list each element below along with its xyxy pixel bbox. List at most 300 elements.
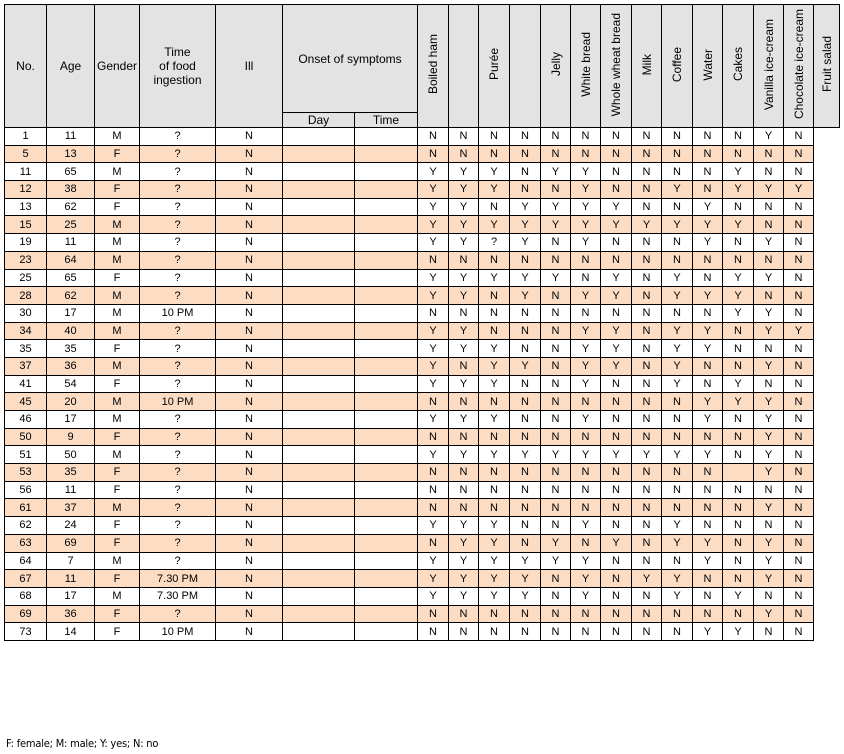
cell-food-answer: N <box>784 446 814 464</box>
cell-food-answer: N <box>418 499 449 517</box>
cell-onset-time <box>355 517 418 535</box>
cell-food-answer: N <box>601 145 632 163</box>
cell-onset-time <box>355 446 418 464</box>
cell-food-answer: N <box>541 481 571 499</box>
header-fruit-salad: Fruit salad <box>814 5 840 128</box>
cell-food-answer: Y <box>418 163 449 181</box>
cell-ill: N <box>216 587 283 605</box>
cell-food-answer: Y <box>601 198 632 216</box>
cell-food-answer: N <box>662 428 693 446</box>
cell-food-answer: N <box>632 322 662 340</box>
cell-time-of-ingestion: ? <box>140 251 216 269</box>
cell-onset-time <box>355 481 418 499</box>
cell-food-answer: N <box>449 623 479 641</box>
cell-gender: M <box>95 163 140 181</box>
table-row <box>5 428 840 446</box>
cell-food-answer: N <box>632 163 662 181</box>
cell-food-answer: Y <box>449 446 479 464</box>
cell-food-answer: Y <box>479 517 510 535</box>
cell-onset-time <box>355 287 418 305</box>
cell-gender: F <box>95 428 140 446</box>
cell-food-answer: N <box>632 428 662 446</box>
cell-age: 37 <box>47 499 95 517</box>
cell-time-of-ingestion: ? <box>140 145 216 163</box>
cell-food-answer: Y <box>754 269 784 287</box>
cell-ill: N <box>216 411 283 429</box>
cell-time-of-ingestion: ? <box>140 181 216 199</box>
cell-food-answer: Y <box>601 534 632 552</box>
cell-food-answer: N <box>754 340 784 358</box>
cell-food-answer: Y <box>601 357 632 375</box>
cell-onset-time <box>355 128 418 146</box>
cell-food-answer: Y <box>693 322 723 340</box>
cell-food-answer: N <box>449 304 479 322</box>
cell-food-answer: N <box>662 481 693 499</box>
cell-food-answer: N <box>571 481 601 499</box>
cell-food-answer: N <box>784 587 814 605</box>
cell-gender: M <box>95 234 140 252</box>
cell-food-answer: Y <box>418 198 449 216</box>
cell-food-answer: Y <box>662 517 693 535</box>
cell-onset-time <box>355 163 418 181</box>
cell-food-answer: N <box>601 234 632 252</box>
cell-food-answer: N <box>510 517 541 535</box>
table-row <box>5 198 840 216</box>
table-row <box>5 623 840 641</box>
cell-food-answer: Y <box>510 357 541 375</box>
cell-no: 51 <box>5 446 47 464</box>
cell-food-answer: Y <box>418 340 449 358</box>
cell-food-answer: Y <box>632 570 662 588</box>
cell-food-answer: N <box>784 534 814 552</box>
cell-gender: M <box>95 552 140 570</box>
cell-food-answer: N <box>784 552 814 570</box>
cell-onset-day <box>283 552 355 570</box>
cell-food-answer: N <box>723 411 754 429</box>
cell-food-answer: N <box>723 340 754 358</box>
cell-food-answer: N <box>449 357 479 375</box>
cell-food-answer: Y <box>693 446 723 464</box>
cell-onset-day <box>283 145 355 163</box>
cell-ill: N <box>216 145 283 163</box>
cell-onset-day <box>283 128 355 146</box>
cell-age: 14 <box>47 623 95 641</box>
cell-food-answer: Y <box>571 375 601 393</box>
table-row <box>5 375 840 393</box>
table-row <box>5 534 840 552</box>
cell-food-answer: Y <box>723 375 754 393</box>
cell-food-answer: Y <box>723 623 754 641</box>
cell-food-answer: Y <box>754 304 784 322</box>
cell-no: 45 <box>5 393 47 411</box>
cell-food-answer: N <box>601 163 632 181</box>
cell-time-of-ingestion: ? <box>140 481 216 499</box>
cell-food-answer: N <box>601 499 632 517</box>
table-row <box>5 287 840 305</box>
cell-age: 62 <box>47 287 95 305</box>
cell-food-answer: N <box>418 428 449 446</box>
cell-time-of-ingestion: 10 PM <box>140 304 216 322</box>
cell-food-answer: N <box>723 517 754 535</box>
cell-food-answer: Y <box>510 287 541 305</box>
cell-food-answer: N <box>784 287 814 305</box>
cell-gender: F <box>95 534 140 552</box>
cell-food-answer: N <box>784 464 814 482</box>
cell-food-answer: Y <box>449 216 479 234</box>
cell-no: 37 <box>5 357 47 375</box>
cell-food-answer: Y <box>723 393 754 411</box>
cell-food-answer: N <box>632 340 662 358</box>
cell-food-answer: N <box>541 304 571 322</box>
cell-food-answer: Y <box>510 198 541 216</box>
cell-no: 56 <box>5 481 47 499</box>
cell-food-answer: N <box>510 340 541 358</box>
cell-food-answer: Y <box>571 340 601 358</box>
cell-onset-day <box>283 304 355 322</box>
cell-food-answer: Y <box>632 446 662 464</box>
cell-food-answer: N <box>784 481 814 499</box>
cell-onset-time <box>355 534 418 552</box>
cell-food-answer: Y <box>479 375 510 393</box>
cell-food-answer: Y <box>784 181 814 199</box>
cell-food-answer: N <box>693 181 723 199</box>
cell-food-answer: Y <box>693 198 723 216</box>
cell-food-answer: Y <box>418 322 449 340</box>
cell-food-answer: N <box>693 517 723 535</box>
cell-food-answer: N <box>601 605 632 623</box>
cell-onset-time <box>355 181 418 199</box>
cell-food-answer: Y <box>510 587 541 605</box>
cell-no: 19 <box>5 234 47 252</box>
table-row <box>5 128 840 146</box>
cell-food-answer: Y <box>479 534 510 552</box>
cell-food-answer: N <box>510 181 541 199</box>
cell-no: 13 <box>5 198 47 216</box>
cell-food-answer: Y <box>754 446 784 464</box>
cell-food-answer: N <box>632 587 662 605</box>
cell-food-answer: Y <box>754 411 784 429</box>
cell-food-answer: Y <box>418 287 449 305</box>
table-row <box>5 251 840 269</box>
cell-ill: N <box>216 128 283 146</box>
cell-food-answer: N <box>723 534 754 552</box>
cell-food-answer: N <box>571 128 601 146</box>
cell-food-answer: N <box>571 499 601 517</box>
cell-ill: N <box>216 570 283 588</box>
cell-food-answer: N <box>418 145 449 163</box>
cell-food-answer: N <box>723 605 754 623</box>
cell-food-answer: N <box>723 357 754 375</box>
cell-time-of-ingestion: 10 PM <box>140 393 216 411</box>
cell-food-answer: N <box>510 464 541 482</box>
cell-age: 62 <box>47 198 95 216</box>
cell-food-answer: N <box>754 163 784 181</box>
cell-food-answer: Y <box>479 269 510 287</box>
cell-food-answer: N <box>754 481 784 499</box>
cell-food-answer: Y <box>571 216 601 234</box>
cell-food-answer: N <box>754 287 784 305</box>
cell-age: 36 <box>47 357 95 375</box>
cell-onset-time <box>355 234 418 252</box>
cell-food-answer: Y <box>754 393 784 411</box>
cell-food-answer: N <box>632 145 662 163</box>
cell-no: 11 <box>5 163 47 181</box>
cell-food-answer: N <box>571 393 601 411</box>
cell-food-answer: Y <box>541 198 571 216</box>
cell-food-answer: N <box>449 393 479 411</box>
cell-time-of-ingestion: ? <box>140 411 216 429</box>
cell-food-answer: N <box>541 375 571 393</box>
cell-onset-time <box>355 269 418 287</box>
cell-food-answer: N <box>784 428 814 446</box>
cell-food-answer: Y <box>418 570 449 588</box>
cell-food-answer: N <box>601 251 632 269</box>
cell-food-answer: N <box>723 234 754 252</box>
cell-food-answer: Y <box>479 570 510 588</box>
cell-food-answer: N <box>479 481 510 499</box>
cell-onset-day <box>283 428 355 446</box>
cell-food-answer: N <box>418 605 449 623</box>
cell-no: 12 <box>5 181 47 199</box>
cell-food-answer: Y <box>541 552 571 570</box>
cell-food-answer: N <box>693 499 723 517</box>
cell-food-answer: N <box>754 587 784 605</box>
cell-food-answer: N <box>479 198 510 216</box>
cell-food-answer: Y <box>449 587 479 605</box>
cell-food-answer: Y <box>571 411 601 429</box>
cell-food-answer: Y <box>449 163 479 181</box>
cell-food-answer: Y <box>449 534 479 552</box>
cell-food-answer: N <box>693 251 723 269</box>
cell-food-answer: Y <box>541 269 571 287</box>
cell-food-answer: Y <box>754 357 784 375</box>
cell-ill: N <box>216 163 283 181</box>
cell-food-answer: N <box>418 464 449 482</box>
cell-food-answer: N <box>541 234 571 252</box>
cell-food-answer: Y <box>723 269 754 287</box>
cell-onset-day <box>283 446 355 464</box>
table-row <box>5 552 840 570</box>
cell-food-answer: N <box>784 570 814 588</box>
cell-food-answer: ? <box>479 234 510 252</box>
cell-age: 69 <box>47 534 95 552</box>
cell-age: 17 <box>47 587 95 605</box>
cell-ill: N <box>216 464 283 482</box>
cell-gender: M <box>95 216 140 234</box>
cell-food-answer: Y <box>662 269 693 287</box>
cell-food-answer: N <box>693 375 723 393</box>
cell-onset-time <box>355 623 418 641</box>
table-row <box>5 587 840 605</box>
cell-food-answer: Y <box>449 322 479 340</box>
cell-food-answer: Y <box>571 234 601 252</box>
cell-ill: N <box>216 481 283 499</box>
cell-time-of-ingestion: 7.30 PM <box>140 587 216 605</box>
cell-age: 40 <box>47 322 95 340</box>
table-row <box>5 163 840 181</box>
cell-food-answer: N <box>601 587 632 605</box>
cell-food-answer: Y <box>541 446 571 464</box>
cell-food-answer: Y <box>571 517 601 535</box>
cell-food-answer: N <box>784 357 814 375</box>
cell-food-answer: N <box>571 623 601 641</box>
cell-age: 54 <box>47 375 95 393</box>
cell-food-answer: N <box>632 304 662 322</box>
cell-gender: F <box>95 623 140 641</box>
cell-food-answer: N <box>479 464 510 482</box>
cell-age: 13 <box>47 145 95 163</box>
cell-food-answer: N <box>510 428 541 446</box>
cell-food-answer: N <box>449 128 479 146</box>
cell-onset-day <box>283 375 355 393</box>
cell-food-answer: N <box>632 481 662 499</box>
cell-food-answer: Y <box>662 340 693 358</box>
cell-food-answer: N <box>784 128 814 146</box>
cell-food-answer: Y <box>754 605 784 623</box>
cell-food-answer: Y <box>510 570 541 588</box>
cell-food-answer: N <box>479 605 510 623</box>
cell-food-answer: N <box>784 198 814 216</box>
cell-food-answer: Y <box>510 269 541 287</box>
cell-food-answer: Y <box>449 198 479 216</box>
cell-food-answer: Y <box>571 181 601 199</box>
cell-food-answer: Y <box>571 446 601 464</box>
cell-onset-time <box>355 411 418 429</box>
cell-food-answer: Y <box>479 446 510 464</box>
cell-onset-day <box>283 198 355 216</box>
cell-onset-time <box>355 340 418 358</box>
cell-food-answer: N <box>632 517 662 535</box>
cell-time-of-ingestion: 7.30 PM <box>140 570 216 588</box>
cell-food-answer: Y <box>449 181 479 199</box>
cell-food-answer: Y <box>479 181 510 199</box>
cell-age: 11 <box>47 234 95 252</box>
cell-food-answer: N <box>632 287 662 305</box>
cell-ill: N <box>216 198 283 216</box>
cell-food-answer: Y <box>754 128 784 146</box>
header-cakes: Cakes <box>723 5 754 128</box>
header-onset-time: Time <box>355 113 418 128</box>
cell-food-answer: N <box>601 570 632 588</box>
cell-onset-time <box>355 216 418 234</box>
cell-food-answer: Y <box>754 552 784 570</box>
cell-onset-time <box>355 145 418 163</box>
cell-gender: F <box>95 269 140 287</box>
cell-age: 38 <box>47 181 95 199</box>
cell-food-answer: N <box>693 570 723 588</box>
cell-food-answer: N <box>541 393 571 411</box>
cell-food-answer: N <box>541 428 571 446</box>
cell-food-answer: N <box>784 304 814 322</box>
cell-food-answer: Y <box>449 375 479 393</box>
cell-food-answer: N <box>723 251 754 269</box>
header-gender: Gender <box>95 5 140 128</box>
cell-time-of-ingestion: ? <box>140 499 216 517</box>
cell-food-answer: Y <box>601 340 632 358</box>
cell-no: 15 <box>5 216 47 234</box>
cell-no: 25 <box>5 269 47 287</box>
cell-food-answer: N <box>418 304 449 322</box>
cell-ill: N <box>216 605 283 623</box>
cell-gender: F <box>95 605 140 623</box>
cell-food-answer: N <box>601 375 632 393</box>
cell-food-answer: N <box>662 234 693 252</box>
cell-food-answer: N <box>541 464 571 482</box>
cell-food-answer: N <box>571 464 601 482</box>
cell-time-of-ingestion: ? <box>140 464 216 482</box>
cell-food-answer: N <box>541 145 571 163</box>
cell-food-answer: N <box>571 269 601 287</box>
cell-age: 20 <box>47 393 95 411</box>
cell-food-answer: Y <box>510 216 541 234</box>
cell-food-answer: Y <box>479 340 510 358</box>
cell-food-answer: N <box>601 464 632 482</box>
cell-onset-day <box>283 623 355 641</box>
cell-food-answer: N <box>723 570 754 588</box>
header-no: No. <box>5 5 47 128</box>
cell-gender: M <box>95 357 140 375</box>
cell-food-answer: N <box>662 499 693 517</box>
cell-age: 11 <box>47 481 95 499</box>
cell-food-answer: Y <box>662 322 693 340</box>
cell-food-answer: Y <box>571 552 601 570</box>
cell-food-answer: N <box>693 357 723 375</box>
cell-ill: N <box>216 322 283 340</box>
cell-food-answer: Y <box>662 375 693 393</box>
table-row <box>5 340 840 358</box>
header-boiled-ham: Boiled ham <box>418 5 449 128</box>
table-row <box>5 304 840 322</box>
cell-food-answer: N <box>693 464 723 482</box>
header-onset-of-symptoms: Onset of symptoms <box>283 5 418 113</box>
table-row <box>5 181 840 199</box>
cell-food-answer: N <box>510 251 541 269</box>
cell-gender: M <box>95 322 140 340</box>
cell-food-answer: Y <box>662 287 693 305</box>
cell-onset-time <box>355 322 418 340</box>
cell-food-answer <box>723 464 754 482</box>
cell-onset-day <box>283 163 355 181</box>
cell-food-answer: Y <box>754 570 784 588</box>
cell-food-answer: N <box>784 145 814 163</box>
cell-ill: N <box>216 534 283 552</box>
cell-gender: F <box>95 145 140 163</box>
cell-food-answer: Y <box>418 552 449 570</box>
cell-food-answer: Y <box>449 411 479 429</box>
cell-food-answer: N <box>784 517 814 535</box>
cell-ill: N <box>216 517 283 535</box>
cell-food-answer: N <box>601 552 632 570</box>
cell-food-answer: N <box>571 251 601 269</box>
header-white-bread: White bread <box>571 5 601 128</box>
cell-food-answer: Y <box>510 234 541 252</box>
header-onset-day: Day <box>283 113 355 128</box>
cell-food-answer: N <box>510 163 541 181</box>
cell-food-answer: N <box>479 304 510 322</box>
cell-food-answer: N <box>784 251 814 269</box>
cell-food-answer: Y <box>571 198 601 216</box>
cell-food-answer: Y <box>479 411 510 429</box>
cell-onset-day <box>283 357 355 375</box>
cell-age: 36 <box>47 605 95 623</box>
cell-food-answer: N <box>541 587 571 605</box>
cell-no: 23 <box>5 251 47 269</box>
cell-food-answer: N <box>723 322 754 340</box>
cell-food-answer: N <box>754 623 784 641</box>
cell-food-answer: N <box>449 499 479 517</box>
cell-food-answer: N <box>662 605 693 623</box>
table-row <box>5 411 840 429</box>
